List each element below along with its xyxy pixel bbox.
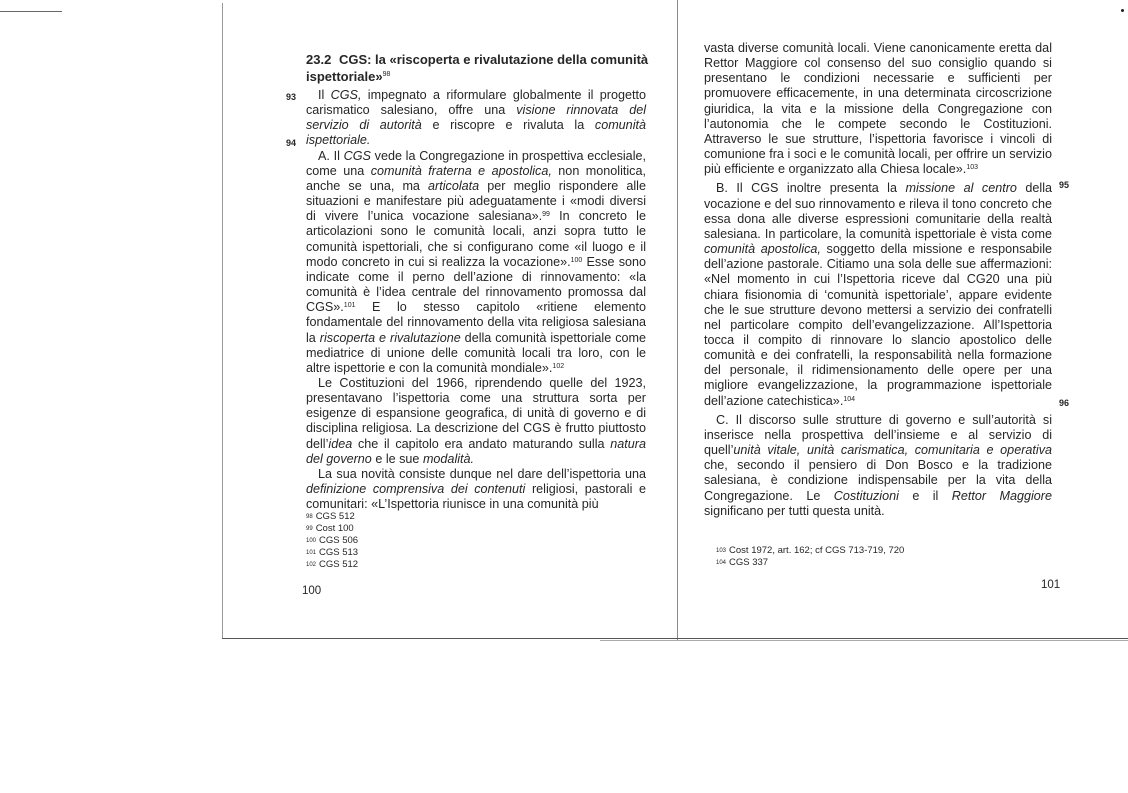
footnote: [716, 545, 904, 557]
text-run: della comunità ispettoriale come mediatrice di unione delle comunità locali tra loro, con le altre ispettorie e con la comunità mondiale».: [306, 330, 646, 375]
margin-ref-94: 94: [286, 138, 297, 148]
paragraph: [306, 467, 646, 512]
text-run: E lo stesso capitolo «ritiene elemento fondamentale del rinnovamento della vita religiosa salesiana la: [306, 300, 646, 345]
text-run: Esse sono indicate come il perno dell’azione di rinnovamento: «la comunità è l’idea centrale del rinnovamento promossa dal CGS».: [306, 254, 647, 315]
italic-text: CGS: [343, 148, 371, 163]
page-number-right: 101: [1041, 579, 1061, 591]
text-run: C. Il discorso sulle strutture di governo e sull’autorità si inserisce nella prospettiva dell’insieme e al servizio di quell’: [704, 412, 1052, 458]
footnote-ref: 104: [843, 395, 855, 403]
paragraph: [306, 88, 646, 149]
text-run: che, secondo il pensiero di Don Bosco e la tradizione salesiana, è condizione indispensabile per la vita della Congregazione. Le: [704, 458, 1052, 503]
margin-ref-96: 96: [1059, 398, 1070, 408]
text-run: per meglio rispondere alle situazioni e manifestare più adeguatamente i «modi diversi di vivere l’unica vocazione salesiana».: [306, 178, 646, 224]
italic-text: riscoperta e rivalutazione: [319, 330, 461, 345]
footnote: [306, 523, 358, 535]
footnote: [306, 547, 358, 559]
text-run: e riscopre e rivaluta la: [421, 118, 595, 133]
italic-text: Rettor Maggiore: [951, 488, 1052, 503]
text-run: Il: [318, 88, 331, 102]
footnote-text: CGS 337: [729, 557, 769, 568]
footnote-number: 104: [716, 560, 727, 566]
text-run: B. Il CGS inoltre presenta la: [716, 181, 906, 196]
text-run: vasta diverse comunità locali. Viene canonicamente eretta dal Rettor Maggiore col consenso del suo consiglio quando si presentano le condizioni necessarie e sufficienti per promuovere efficacemente, in una determinata circoscrizione giuridica, la vita e la missione della Congregazione con l’autonomia che le compete secondo le Costituzioni. Attraverso le sue strutture, l’ispettoria favorisce i vincoli di comunione fra i soci e le comunità locali, per offrire un servizio più efficiente e organizzato alla Chiesa locale».: [704, 41, 1052, 177]
left-page-body: [306, 88, 646, 512]
italic-text: missione al centro: [905, 181, 1017, 196]
text-run: religiosi, pastorali e comunitari: «L’Ispettoria riunisce in una comunità più: [306, 482, 646, 512]
footnote-number: 100: [306, 538, 317, 544]
footnote-text: CGS 513: [319, 547, 359, 558]
right-page-footnotes: [716, 545, 904, 569]
text-run: vede la Congregazione in prospettiva ecclesiale, come una: [306, 148, 646, 178]
footnote-ref: 102: [552, 362, 565, 370]
italic-text: idea: [328, 436, 353, 451]
book-top-edge: [222, 3, 223, 638]
text-run: della vocazione e del suo rinnovamento e rileva il tono concreto che essa dona alle diverse espressioni comunitarie della realtà salesiana. In particolare, la comunità ispettoriale è vista come: [704, 181, 1053, 241]
text-run: non monolitica, anche se una, ma: [306, 163, 646, 193]
footnote-number: 98: [306, 514, 313, 520]
italic-text: comunità fraterna e apostolica,: [370, 163, 552, 178]
italic-text: CGS,: [330, 88, 362, 102]
section-title: CGS: la «riscoperta e rivalutazione della comunità ispettoriale»: [306, 52, 649, 84]
italic-text: visione rinnovata del servizio di autorità: [306, 103, 646, 133]
page-number-left: 100: [302, 585, 322, 597]
text-run: e il: [898, 488, 952, 503]
footnote-ref: 99: [542, 211, 550, 219]
footnote-text: CGS 512: [319, 559, 359, 570]
heading-footnote-ref: 98: [382, 71, 391, 78]
paragraph: [704, 413, 1052, 519]
text-run: significano per tutti questa unità.: [704, 503, 885, 518]
text-run: La sua novità consiste dunque nel dare dell’ispettoria una: [318, 466, 646, 481]
italic-text: comunità ispettoriale.: [306, 118, 646, 148]
italic-text: definizione comprensiva dei contenuti: [306, 482, 526, 497]
paragraph: [306, 149, 646, 376]
footnote: [306, 535, 358, 547]
section-heading: [306, 51, 676, 85]
book-bottom-edge-shadow: [600, 640, 1128, 641]
footnote: [306, 559, 358, 571]
italic-text: Costituzioni: [833, 488, 899, 503]
footnote-ref: 103: [966, 164, 978, 172]
paragraph: [306, 376, 646, 467]
section-number: 23.2: [306, 52, 332, 67]
italic-text: natura del governo: [306, 436, 646, 466]
text-run: Le Costituzioni del 1966, riprendendo quelle del 1923, presentavano l’ispettoria come una struttura sorta per esigenze di espansione geografica, di unità di governo e di disciplina religiosa. La descrizione del CGS è frutto piuttosto dell’: [306, 375, 646, 451]
footnote: [716, 557, 904, 569]
paragraph: [704, 181, 1052, 408]
text-run: soggetto della missione e responsabile dell’azione pastorale. Citiamo una sola delle sue affermazioni: «Nel momento in cui l’Ispettoria riceve dal CG20 una più chiara fisionomia di ‘comunità ispettoriale’, appare evidente che le sue strutture devono mettersi a servizio dei confratelli nel particolare compito dell’evangelizzazione. All’Ispettoria tocca il compito di rinnovare lo slancio apostolico delle comunità e dei confratelli, la responsabilità nella formazione del personale, il ridimensionamento delle opere per una migliore evangelizzazione, la programmazione ispettoriale dell’azione catechistica».: [704, 242, 1052, 408]
footnote-text: Cost 1972, art. 162; cf CGS 713-719, 720: [729, 545, 905, 556]
margin-ref-93: 93: [286, 92, 297, 102]
italic-text: comunità apostolica,: [704, 242, 821, 257]
footnote-text: CGS 512: [315, 511, 355, 522]
scan-dot: [1121, 9, 1124, 12]
text-run: In concreto le articolazioni sono le comunità locali, anzi sopra tutto le comunità ispettoriali, che si configurano come «il luogo e il modo concreto in cui si realizza la vocazione».: [306, 209, 646, 269]
footnote-ref: 100: [570, 256, 583, 264]
paragraph: [704, 41, 1052, 177]
text-run: impegnato a riformulare globalmente il progetto carismatico salesiano, offre una: [306, 88, 646, 118]
left-page-footnotes: [306, 511, 358, 571]
footnote-number: 99: [306, 526, 313, 532]
italic-text: modalità.: [422, 451, 475, 466]
margin-ref-95: 95: [1059, 180, 1070, 190]
right-page-body: [704, 41, 1052, 519]
footnote-text: Cost 100: [315, 523, 354, 534]
footnote-number: 103: [716, 548, 727, 554]
footnote-number: 101: [306, 550, 317, 556]
text-run: A. Il: [318, 148, 344, 163]
book-bottom-edge: [222, 638, 1128, 639]
italic-text: articolata: [428, 178, 480, 193]
book-spine: [677, 0, 678, 640]
footnote: [306, 511, 358, 523]
text-run: che il capitolo era andato maturando sulla: [352, 436, 611, 451]
text-run: e le sue: [371, 451, 423, 466]
footnote-number: 102: [306, 562, 317, 568]
scan-edge-top-left: [0, 11, 62, 12]
footnote-text: CGS 506: [319, 535, 359, 546]
italic-text: unità vitale, unità carismatica, comunitaria e operativa: [733, 443, 1052, 458]
footnote-ref: 101: [343, 302, 356, 310]
